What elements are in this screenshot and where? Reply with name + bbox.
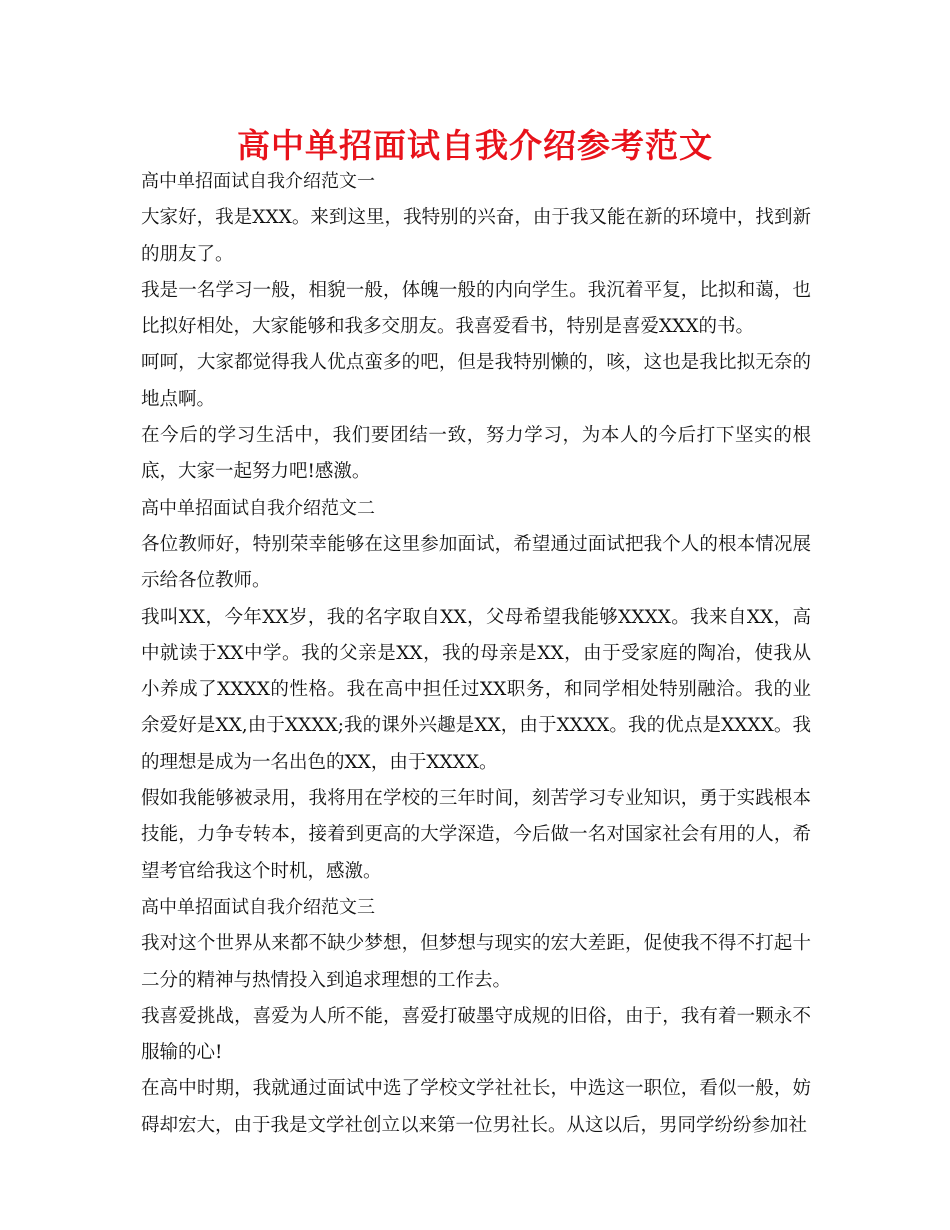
paragraph: 各位教师好，特别荣幸能够在这里参加面试，希望通过面试把我个人的根本情况展示给各位教师。 xyxy=(141,533,811,592)
document-title: 高中单招面试自我介绍参考范文 xyxy=(237,126,713,165)
section-heading-1: 高中单招面试自我介绍范文一 xyxy=(141,171,375,192)
paragraph: 在今后的学习生活中，我们要团结一致，努力学习，为本人的今后打下坚实的根底，大家一起努力吧!感激。 xyxy=(141,425,811,483)
paragraph: 假如我能够被录用，我将用在学校的三年时间，刻苦学习专业知识，勇于实践根本技能，力争专转本，接着到更高的大学深造，今后做一名对国家社会有用的人，希望考官给我这个时机，感激。 xyxy=(141,788,811,882)
paragraph: 我对这个世界从来都不缺少梦想，但梦想与现实的宏大差距，促使我不得不打起十二分的精神与热情投入到追求理想的工作去。 xyxy=(141,933,811,991)
section-heading-3: 高中单招面试自我介绍范文三 xyxy=(141,896,375,918)
paragraph: 我喜爱挑战，喜爱为人所不能，喜爱打破墨守成规的旧俗，由于，我有着一颗永不服输的心! xyxy=(141,1005,811,1064)
document-body xyxy=(141,164,811,1144)
paragraph: 呵呵，大家都觉得我人优点蛮多的吧，但是我特别懒的，咳，这也是我比拟无奈的地点啊。 xyxy=(141,352,811,410)
paragraph: 我是一名学习一般，相貌一般，体魄一般的内向学生。我沉着平复，比拟和蔼，也比拟好相处，大家能够和我多交朋友。我喜爱看书，特别是喜爱XXX的书。 xyxy=(141,279,811,338)
paragraph: 大家好，我是XXX。来到这里，我特别的兴奋，由于我又能在新的环境中，找到新的朋友了。 xyxy=(141,207,811,265)
section-heading-2: 高中单招面试自我介绍范文二 xyxy=(141,497,375,519)
paragraph: 在高中时期，我就通过面试中选了学校文学社社长，中选这一职位，看似一般，妨碍却宏大，由于我是文学社创立以来第一位男社长。从这以后，男同学纷纷参加社 xyxy=(141,1078,811,1136)
paragraph: 我叫XX，今年XX岁，我的名字取自XX，父母希望我能够XXXX。我来自XX，高中就读于XX中学。我的父亲是XX，我的母亲是XX，由于受家庭的陶冶，使我从小养成了XXXX的性格。我在高中担任过XX职务，和同学相处特别融洽。我的业余爱好是XX,由于XXXX;我的课外兴趣是XX，由于XXXX。我的优点是XXXX。我的理想是成为一名出色的XX，由于XXXX。 xyxy=(141,606,811,773)
